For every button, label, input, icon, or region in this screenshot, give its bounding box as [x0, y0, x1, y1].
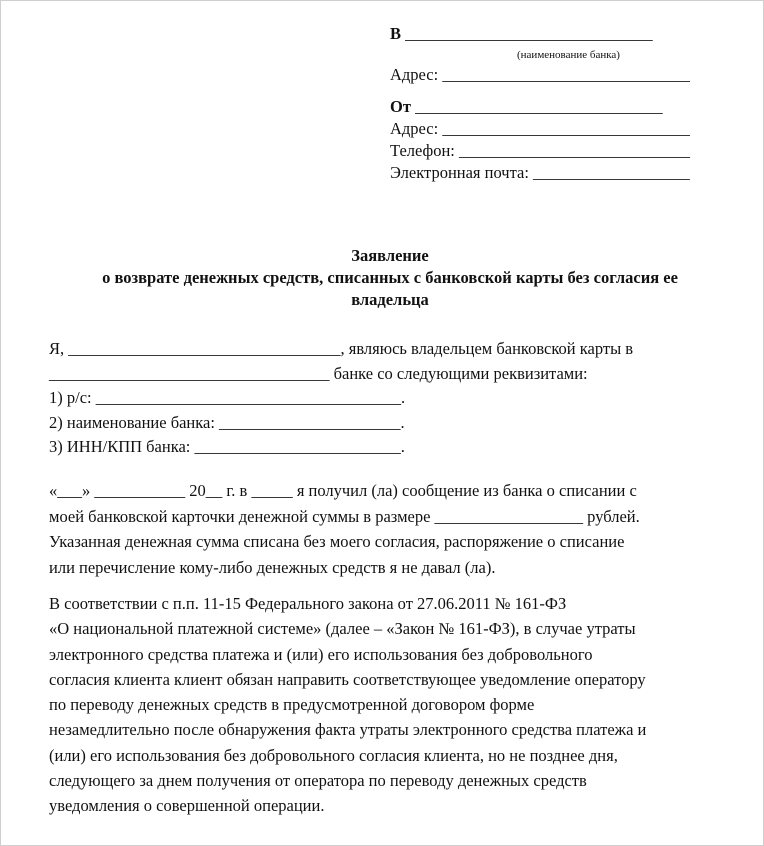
addressee-block [390, 23, 735, 184]
title-line-2: о возврате денежных средств, списанных с банковской карты без согласия ее [102, 268, 678, 287]
text-line: (или) его использования без добровольного согласия клиента, но не позднее дня, [49, 745, 618, 765]
text-line: моей банковской карточки денежной суммы в размере __________________ рублей. [49, 506, 640, 526]
text-line: «О национальной платежной системе» (далее – «Закон № 161-ФЗ), в случае утраты [49, 619, 636, 639]
text-line: согласия клиента клиент обязан направить соответствующее уведомление оператору [49, 669, 646, 689]
document-title [41, 245, 739, 311]
text-line: __________________________________ банке со следующими реквизитами: [49, 363, 588, 383]
from-phone: Телефон: ____________________________ [390, 141, 691, 160]
to-bank-line: ______________________________ [405, 24, 653, 43]
from-address: Адрес: ______________________________ [390, 119, 690, 138]
text-line: 1) р/с: _____________________________________. [49, 388, 406, 407]
text-line: Я, _________________________________, являюсь владельцем банковской карты в [49, 339, 634, 358]
text-line: электронного средства платежа и (или) его использования без добровольного [49, 644, 593, 664]
text-line: уведомления о совершенной операции. [49, 796, 325, 816]
title-line-3: владельца [351, 290, 429, 309]
to-address: Адрес: ______________________________ [390, 65, 690, 84]
text-line: «___» ___________ 20__ г. в _____ я получил (ла) сообщение из банка о списании с [49, 481, 637, 500]
title-line-1: Заявление [351, 246, 429, 265]
text-line: 2) наименование банка: ______________________. [49, 412, 405, 432]
bank-name-hint: (наименование банка) [517, 49, 620, 61]
text-line: по переводу денежных средств в предусмотренной договором форме [49, 695, 535, 715]
text-line: 3) ИНН/КПП банка: _________________________. [49, 437, 405, 456]
from-email: Электронная почта: ___________________ [390, 163, 690, 182]
to-label: В [390, 24, 402, 43]
text-line: Указанная денежная сумма списана без моего согласия, распоряжение о списание [49, 532, 625, 551]
paragraph-debit-notice [49, 478, 739, 580]
paragraph-owner-details [49, 337, 739, 460]
text-line: В соответствии с п.п. 11-15 Федерального закона от 27.06.2011 № 161-ФЗ [49, 594, 567, 613]
from-name-line: ______________________________ [415, 97, 663, 116]
from-label: От [390, 97, 411, 116]
to-row [390, 23, 735, 45]
text-line: незамедлительно после обнаружения факта утраты электронного средства платежа и [49, 720, 647, 740]
from-row [390, 96, 735, 118]
text-line: следующего за днем получения от оператора по переводу денежных средств [49, 771, 587, 791]
text-line: или перечисление кому-либо денежных средств я не давал (ла). [49, 557, 496, 577]
paragraph-legal-basis [49, 591, 739, 819]
